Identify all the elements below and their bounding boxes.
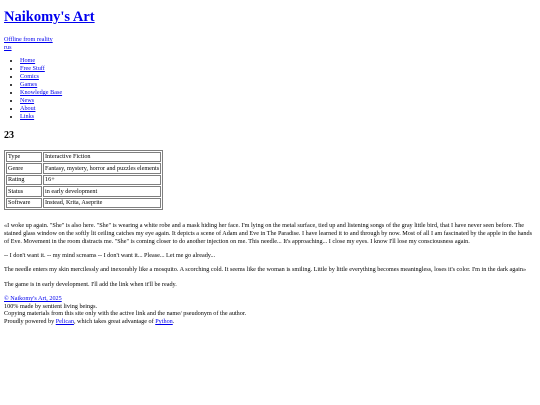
copyright-line xyxy=(4,295,536,303)
pelican-link[interactable]: Pelican xyxy=(55,318,74,326)
table-row xyxy=(6,152,161,163)
article-title: 23 xyxy=(4,130,14,142)
nav-link-links[interactable]: Links xyxy=(20,112,35,120)
powered-by-middle: , which takes great advantage of xyxy=(73,318,156,326)
site-footer xyxy=(4,295,536,326)
table-key-cell: Rating xyxy=(6,175,42,186)
language-link[interactable]: rus xyxy=(4,43,12,51)
main-nav xyxy=(4,57,536,120)
site-title xyxy=(4,10,536,26)
nav-item-comics xyxy=(20,73,536,81)
nav-link-free-stuff[interactable]: Free Stuff xyxy=(20,65,45,73)
table-value-cell: Interactive Fiction xyxy=(43,152,161,163)
copyright-link[interactable]: © Naikomy's Art, 2025 xyxy=(4,294,62,302)
table-row xyxy=(6,163,161,174)
table-value-cell: Fantasy, mystery, horror and puzzles elements xyxy=(43,163,161,174)
table-key-cell: Status xyxy=(6,186,42,197)
nav-link-comics[interactable]: Comics xyxy=(20,73,39,81)
powered-by-line xyxy=(4,318,536,326)
game-info-table xyxy=(4,150,163,211)
table-row xyxy=(6,175,161,186)
table-value-cell: 16+ xyxy=(43,175,161,186)
nav-item-home xyxy=(20,57,536,65)
nav-link-home[interactable]: Home xyxy=(20,57,36,65)
nav-link-games[interactable]: Games xyxy=(20,81,38,89)
story-paragraph: -- I don't want it. -- my mind screams -- I don't want it... Please... Let me go already... xyxy=(4,252,216,260)
tagline-link[interactable]: Offline from reality xyxy=(4,35,53,43)
table-key-cell: Software xyxy=(6,198,42,209)
table-key-cell: Genre xyxy=(6,163,42,174)
nav-item-free-stuff xyxy=(20,65,536,73)
table-value-cell: Instead, Krita, Aseprite xyxy=(43,198,161,209)
table-row xyxy=(6,198,161,209)
table-value-cell: in early development xyxy=(43,186,161,197)
development-note: The game is in early development. I'll add the link when it'll be ready. xyxy=(4,280,177,288)
nav-item-about xyxy=(20,105,536,113)
table-row xyxy=(6,186,161,197)
nav-link-about[interactable]: About xyxy=(20,104,36,112)
nav-item-games xyxy=(20,81,536,89)
powered-by-suffix: . xyxy=(172,318,175,326)
nav-item-links xyxy=(20,113,536,121)
story-paragraph: «I woke up again. "She" is also here. "She" is wearing a white robe and a mask hiding her face. I'm lying on the metal surface, tied up and listening songs of the gray little bird, that I have never seen before. The stained glass window on the softly lit ceiling catches my eye again. It depicts a scene of Adam and Eve in The Paradise. I have learned it to and through by now. Most of all I am fascinated by the apple in the hands of Eve. Movement in the room distracts me. "She" is coming closer to do another injection on me. This needle... It's approaching... I close my eyes. I know I'll lose my consciousness again. xyxy=(4,222,533,245)
nav-link-news[interactable]: News xyxy=(20,96,35,104)
copying-notice: Copying materials from this site only with the active link and the name/ pseudonym of the author. xyxy=(4,310,247,318)
nav-item-news xyxy=(20,97,536,105)
site-title-link[interactable]: Naikomy's Art xyxy=(4,9,95,25)
nav-list xyxy=(4,57,536,120)
table-key-cell: Type xyxy=(6,152,42,163)
story-paragraph: The needle enters my skin mercilessly and inexorably like a mosquito. A scorching cold. It seems like the woman is smiling. Little by little everything becomes meaningless, loses it's color. I'm in the dark again» xyxy=(4,266,527,274)
powered-by-prefix: Proudly powered by xyxy=(4,318,56,326)
made-by-text: 100% made by sentient living beings. xyxy=(4,302,98,310)
python-link[interactable]: Python xyxy=(155,318,173,326)
nav-link-knowledge-base[interactable]: Knowledge Base xyxy=(20,88,63,96)
site-header xyxy=(4,10,536,51)
nav-item-knowledge-base xyxy=(20,89,536,97)
article xyxy=(4,130,536,288)
